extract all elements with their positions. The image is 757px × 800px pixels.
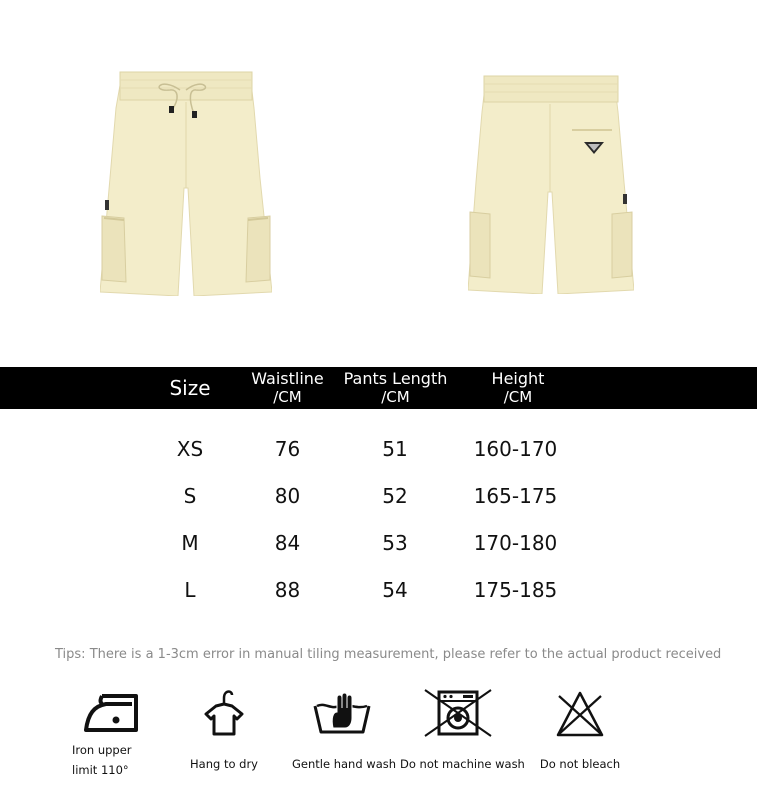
care-label: Do not bleach	[539, 757, 621, 771]
care-hang	[184, 688, 264, 774]
cell-height: 165-175	[473, 484, 558, 508]
cell-length: 52	[382, 484, 408, 508]
care-label: Hang to dry	[190, 757, 258, 771]
size-table-header	[0, 367, 757, 409]
header-size: Size	[169, 376, 211, 400]
header-height: Height /CM	[491, 369, 545, 406]
cell-size: L	[184, 578, 196, 602]
shorts-back-image	[468, 72, 634, 294]
care-no-bleach	[530, 690, 630, 774]
no-bleach-icon	[555, 690, 605, 738]
cell-length: 51	[382, 437, 408, 461]
hang-dry-icon	[202, 688, 246, 738]
care-label: Gentle hand wash	[292, 757, 397, 771]
care-label: Do not machine wash	[400, 757, 525, 771]
header-pants-length: Pants Length /CM	[343, 369, 448, 406]
cell-size: S	[183, 484, 197, 508]
care-no-machine-wash	[400, 688, 525, 774]
header-waistline: Waistline /CM	[251, 369, 324, 406]
cell-size: M	[181, 531, 199, 555]
cell-waist: 88	[274, 578, 301, 602]
cell-size: XS	[176, 437, 204, 461]
care-label: Iron upper	[72, 743, 132, 757]
table-row	[0, 531, 757, 561]
cell-height: 175-185	[473, 578, 558, 602]
table-row	[0, 437, 757, 467]
cell-height: 160-170	[473, 437, 558, 461]
iron-icon	[82, 690, 142, 736]
cell-length: 54	[382, 578, 408, 602]
cell-waist: 84	[274, 531, 301, 555]
table-row	[0, 578, 757, 608]
care-iron	[72, 690, 152, 780]
hand-wash-icon	[311, 688, 373, 738]
care-hand-wash	[292, 688, 397, 774]
care-label: limit 110°	[72, 763, 129, 777]
cell-waist: 80	[274, 484, 301, 508]
table-row	[0, 484, 757, 514]
cell-height: 170-180	[473, 531, 558, 555]
no-machine-wash-icon	[423, 688, 493, 738]
tips-text: Tips: There is a 1-3cm error in manual tiling measurement, please refer to the actual product received	[55, 647, 722, 662]
cell-length: 53	[382, 531, 408, 555]
shorts-front-image	[100, 68, 272, 296]
cell-waist: 76	[274, 437, 301, 461]
